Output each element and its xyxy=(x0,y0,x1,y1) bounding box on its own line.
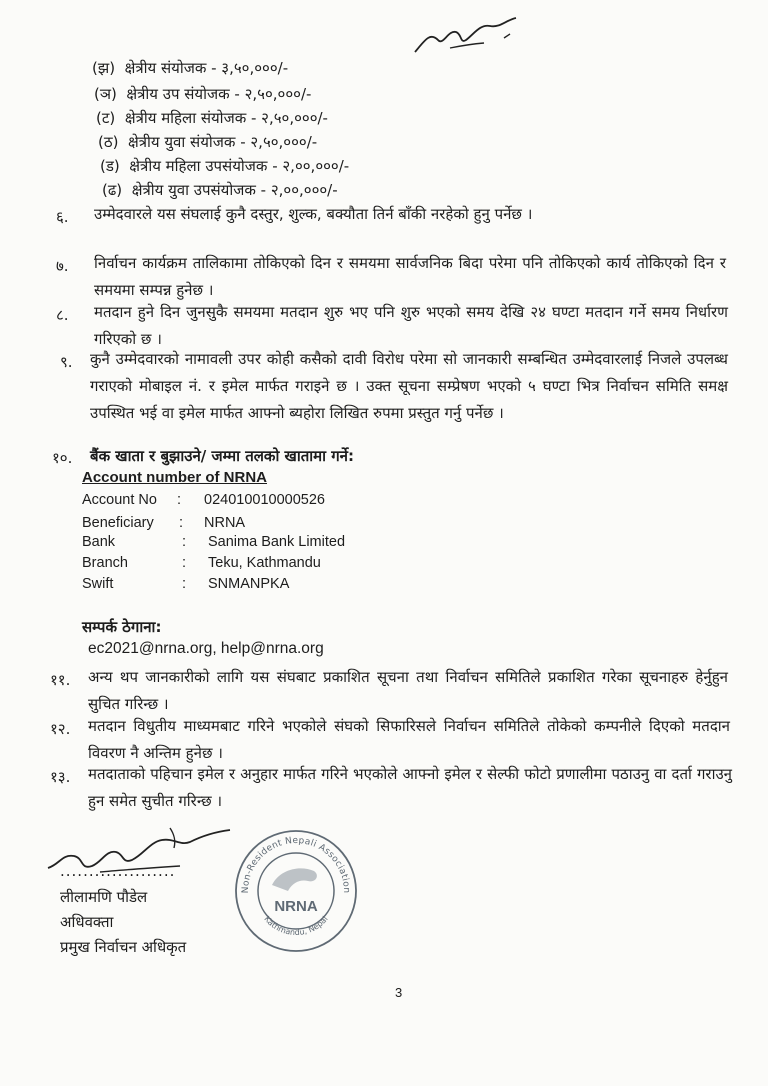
clause-text: मतदाताको पहिचान इमेल र अनुहार मार्फत गरिने भएकोले आफ्नो इमेल र सेल्फी फोटो प्रणालीमा पठाउनु वा दर्ता गराउनु हुन समेत सुचीत गरिन्छ । xyxy=(88,765,732,810)
initials-signature xyxy=(410,10,530,60)
clause-number: ९. xyxy=(60,353,73,371)
contact-heading: सम्पर्क ठेगाना: xyxy=(82,618,162,636)
list-item: (ठ) क्षेत्रीय युवा संयोजक - २,५०,०००/- xyxy=(98,133,318,151)
clause-text: निर्वाचन कार्यक्रम तालिकामा तोकिएको दिन र समयमा सार्वजनिक बिदा परेमा पनि तोकिएको कार्य तोकिएको दिन र समयमा सम्पन्न हुनेछ । xyxy=(94,254,726,299)
account-title: Account number of NRNA xyxy=(82,469,267,486)
nrna-seal xyxy=(230,825,362,957)
clause-text: कुनै उम्मेदवारको नामावली उपर कोही कसैको दावी विरोध परेमा सो जानकारी सम्बन्धित उम्मेदवारलाई निजले उपलब्ध गराएको मोबाइल नं. र इमेल मार्फत गराइने छ । उक्त सूचना सम्प्रेषण भएको ५ घण्टा भित्र निर्वाचन समिति समक्ष उपस्थित भई वा इमेल मार्फत आफ्नो ब्यहोरा लिखित रुपमा प्रस्तुत गर्नु पर्नेछ । xyxy=(90,350,728,422)
signature-dots: .................... xyxy=(60,862,176,880)
list-item: (ञ) क्षेत्रीय उप संयोजक - २,५०,०००/- xyxy=(94,85,312,103)
contact-emails: ec2021@nrna.org, help@nrna.org xyxy=(88,640,324,657)
clause-text: बैंक खाता र बुझाउने/ जम्मा तलको खातामा गर्ने: xyxy=(90,447,354,465)
clause-text: मतदान विधुतीय माध्यमबाट गरिने भएकोले संघको सिफारिसले निर्वाचन समितिले तोकेको कम्पनीले दिएको मतदान विवरण नै अन्तिम हुनेछ । xyxy=(88,717,730,762)
clause-number: ७. xyxy=(56,257,69,275)
page-number: 3 xyxy=(395,985,403,1000)
signatory-title: अधिवक्ता xyxy=(60,913,114,931)
signatory-position: प्रमुख निर्वाचन अधिकृत xyxy=(60,938,187,956)
clause-number: ८. xyxy=(56,306,69,324)
clause-number: १३. xyxy=(50,768,71,786)
clause-number: १२. xyxy=(50,720,71,738)
clause-number: ११. xyxy=(50,671,71,689)
signatory-name: लीलामणि पौडेल xyxy=(60,888,148,906)
list-item: (ढ) क्षेत्रीय युवा उपसंयोजक - २,००,०००/- xyxy=(102,181,338,199)
clause-text: मतदान हुने दिन जुनसुकै समयमा मतदान शुरु भए पनि शुरु भएको समय देखि २४ घण्टा मतदान गर्ने समय निर्धारण गरिएको छ । xyxy=(94,303,728,348)
svg-text:Kathmandu, Nepal xyxy=(262,914,329,937)
clause-text: अन्य थप जानकारीको लागि यस संघबाट प्रकाशित सूचना तथा निर्वाचन समितिले प्रकाशित गरेका सूचनाहरु हेर्नुहुन सुचित गरिन्छ । xyxy=(88,668,728,713)
clause-number: ६. xyxy=(56,208,69,226)
seal-bottom-text: Kathmandu, Nepal xyxy=(262,914,330,938)
list-item: (ड) क्षेत्रीय महिला उपसंयोजक - २,००,०००/- xyxy=(100,157,350,175)
clause-number: १०. xyxy=(52,449,73,467)
document-page: (झ) क्षेत्रीय संयोजक - ३,५०,०००/- (ञ) क्षेत्रीय उप संयोजक - २,५०,०००/- (ट) क्षेत्रीय महिला संयोजक - २,५०,०००/- (ठ) क्षेत्रीय युवा संयोजक - २,५०,०००/- (ड) क्षेत्रीय महिला उपसंयोजक - २,००,०००/- (ढ) क्षेत्रीय युवा उपसंयोजक - २,००,०००/- ६. उम्मेदवारले यस संघलाई कुनै दस्तुर, शुल्क, बक्यौता तिर्न बाँकी नरहेको हुनु पर्नेछ । ७. निर्वाचन कार्यक्रम तालिकामा तोकिएको दिन र समयमा सार्वजनिक बिदा परेमा पनि तोकिएको कार्य तोकिएको दिन र समयमा सम्पन्न हुनेछ । ८. मतदान हुने दिन जुनसुकै समयमा मतदान शुरु भए पनि शुरु भएको समय देखि २४ घण्टा मतदान गर्ने समय निर्धारण गरिएको छ । ९. कुनै उम्मेदवारको नामावली उपर कोही कसैको दावी विरोध परेमा सो जानकारी सम्बन्धित उम्मेदवारलाई निजले उपलब्ध गराएको मोबाइल नं. र इमेल मार्फत गराइने छ । उक्त सूचना सम्प्रेषण भएको ५ घण्टा भित्र निर्वाचन समिति समक्ष उपस्थित भई वा इमेल मार्फत आफ्नो ब्यहोरा लिखित रुपमा प्रस्तुत गर्नु पर्नेछ । १०. बैंक खाता र बुझाउने/ जम्मा तलको खातामा गर्ने: Account number of NRNA Account No : 024010010000526 Beneficiary : NRNA Bank : Sanima Bank Limited Branch : Teku, Kathmandu Swift : SNMANPKA सम्पर्क ठेगाना: ec2021@nrna.org, help@nrna.org ११. अन्य थप जानकारीको लागि यस संघबाट प्रकाशित सूचना तथा निर्वाचन समितिले प्रकाशित गरेका सूचनाहरु हेर्नुहुन सुचित गरिन्छ । १२. मतदान विधुतीय माध्यमबाट गरिने भएकोले संघको सिफारिसले निर्वाचन समितिले तोकेको कम्पनीले दिएको मतदान विवरण नै अन्तिम हुनेछ । १३. मतदाताको पहिचान इमेल र अनुहार मार्फत गरिने भएकोले आफ्नो इमेल र सेल्फी फोटो प्रणालीमा पठाउनु वा दर्ता गराउनु हुन समेत सुचीत गरिन्छ । .................... लीलामणि पौडेल अधिवक्ता प्रमुख निर्वाचन अधिकृत Non-Resident Nepali Association Kathmandu, Nepal NRNA 3 xyxy=(0,0,768,1086)
list-item: (झ) क्षेत्रीय संयोजक - ३,५०,०००/- xyxy=(92,59,289,77)
seal-center-text: NRNA xyxy=(274,898,318,915)
seal-ring-text: Non-Resident Nepali Association xyxy=(240,835,352,894)
list-item: (ट) क्षेत्रीय महिला संयोजक - २,५०,०००/- xyxy=(96,109,328,127)
clause-text: उम्मेदवारले यस संघलाई कुनै दस्तुर, शुल्क, बक्यौता तिर्न बाँकी नरहेको हुनु पर्नेछ । xyxy=(94,205,533,223)
